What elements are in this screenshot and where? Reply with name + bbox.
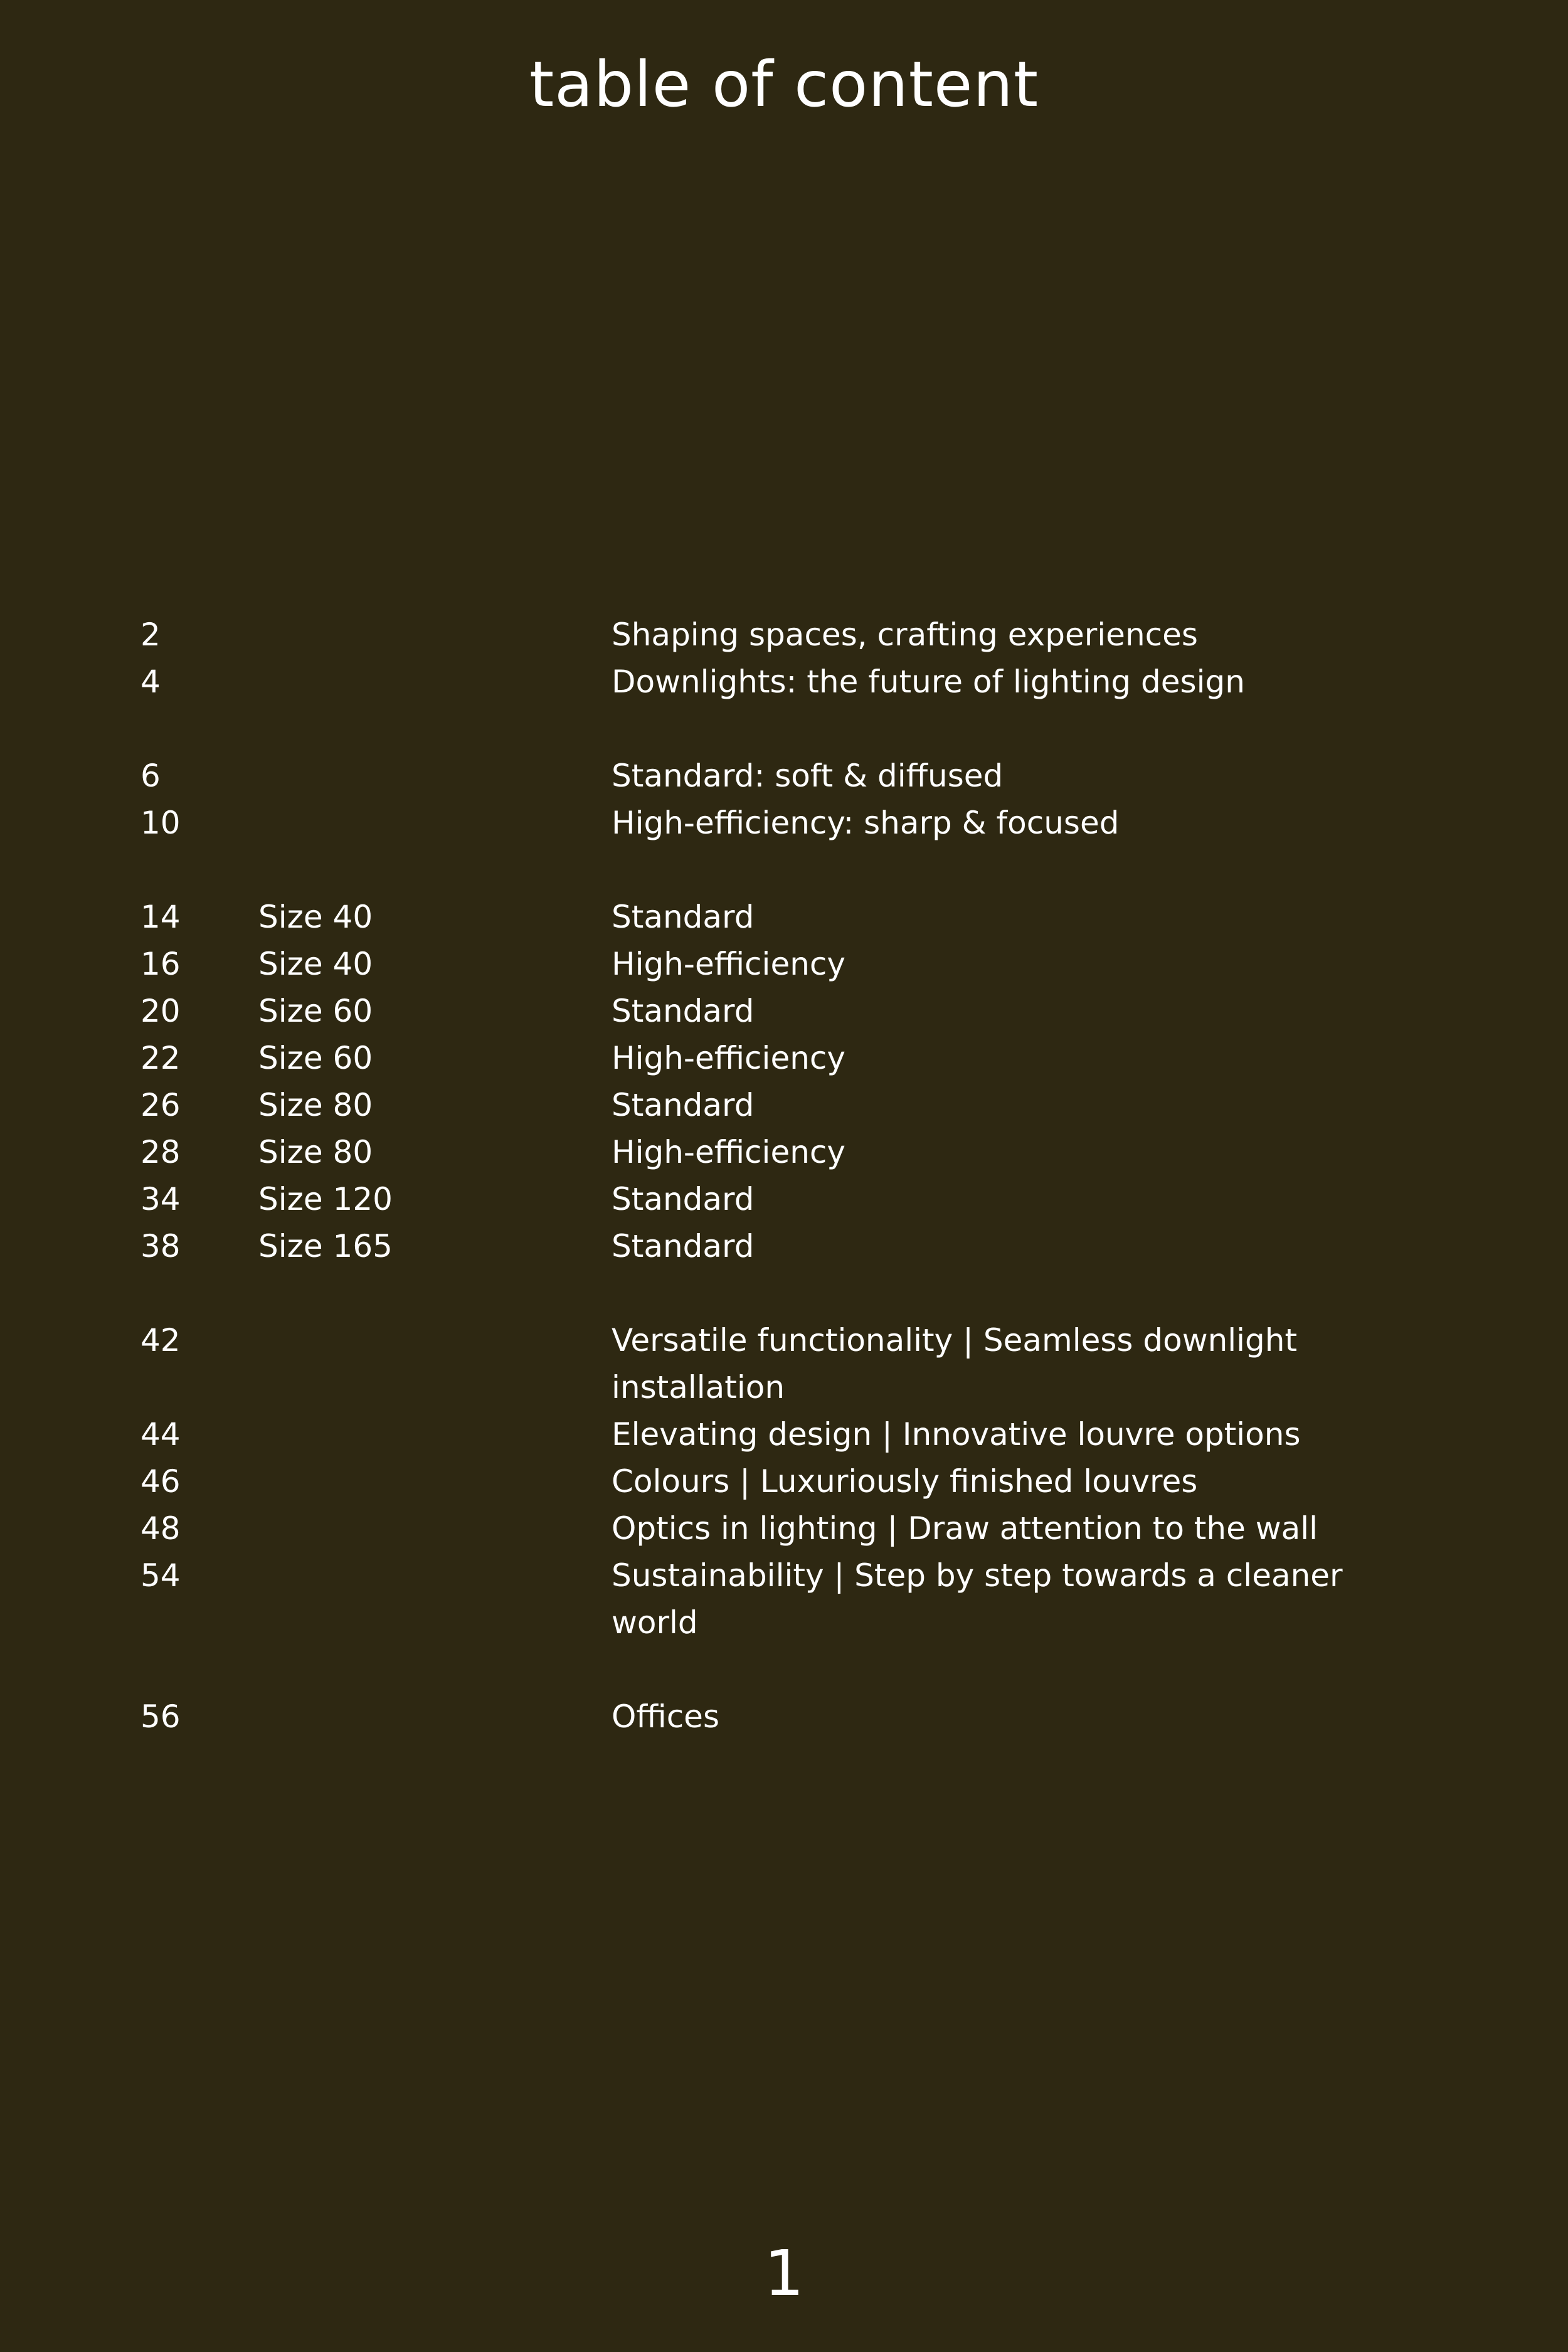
toc-entry[interactable] xyxy=(140,1129,1458,1176)
toc-page-number: 34 xyxy=(140,1181,181,1217)
toc-entry-title: High-efficiency xyxy=(612,946,845,982)
toc-size-label: Size 120 xyxy=(258,1181,393,1217)
toc-page-number: 38 xyxy=(140,1228,181,1264)
table-of-contents xyxy=(140,612,1458,1740)
toc-page-number: 6 xyxy=(140,758,161,794)
toc-entry[interactable] xyxy=(140,612,1458,659)
toc-entry-title: High-efficiency: sharp & focused xyxy=(612,805,1120,841)
toc-entry-title: Shaping spaces, crafting experiences xyxy=(612,617,1198,653)
toc-entry[interactable] xyxy=(140,1035,1458,1082)
toc-page-number: 10 xyxy=(140,805,181,841)
toc-page-number: 56 xyxy=(140,1698,181,1735)
toc-entry-title: Standard xyxy=(612,1181,755,1217)
toc-entry-title: Versatile functionality | Seamless downlight installation xyxy=(612,1322,1298,1406)
toc-entry-title: Standard: soft & diffused xyxy=(612,758,1004,794)
toc-size-label: Size 80 xyxy=(258,1087,373,1123)
toc-entry[interactable] xyxy=(140,1317,1458,1411)
toc-entry[interactable] xyxy=(140,1223,1458,1270)
toc-entry[interactable] xyxy=(140,1082,1458,1129)
toc-size-label: Size 80 xyxy=(258,1134,373,1170)
toc-entry-title: Sustainability | Step by step towards a cleaner world xyxy=(612,1557,1343,1641)
toc-page-number: 26 xyxy=(140,1087,181,1123)
toc-entry-title: Colours | Luxuriously finished louvres xyxy=(612,1463,1198,1500)
toc-entry-title: Standard xyxy=(612,993,755,1029)
toc-entry[interactable] xyxy=(140,1505,1458,1552)
toc-entry-title: Elevating design | Innovative louvre options xyxy=(612,1416,1301,1453)
toc-size-label: Size 40 xyxy=(258,899,373,935)
toc-page-number: 42 xyxy=(140,1322,181,1359)
toc-entry[interactable] xyxy=(140,988,1458,1035)
toc-entry-title: Optics in lighting | Draw attention to the wall xyxy=(612,1510,1318,1547)
toc-page-number: 22 xyxy=(140,1040,181,1076)
toc-page-number: 48 xyxy=(140,1510,181,1547)
toc-entry[interactable] xyxy=(140,1411,1458,1458)
toc-entry-title: Offices xyxy=(612,1698,719,1735)
toc-size-label: Size 60 xyxy=(258,1040,373,1076)
toc-entry[interactable] xyxy=(140,894,1458,941)
toc-entry-title: Standard xyxy=(612,1087,755,1123)
toc-size-label: Size 60 xyxy=(258,993,373,1029)
toc-page-number: 14 xyxy=(140,899,181,935)
toc-size-label: Size 165 xyxy=(258,1228,393,1264)
toc-entry[interactable] xyxy=(140,941,1458,988)
page-title: table of content xyxy=(529,48,1039,121)
toc-page-number: 2 xyxy=(140,617,161,653)
toc-entry-title: High-efficiency xyxy=(612,1040,845,1076)
toc-page-number: 16 xyxy=(140,946,181,982)
toc-size-label: Size 40 xyxy=(258,946,373,982)
page-number: 1 xyxy=(764,2237,804,2310)
toc-page-number: 46 xyxy=(140,1463,181,1500)
toc-page-number: 54 xyxy=(140,1557,181,1594)
toc-page-number: 28 xyxy=(140,1134,181,1170)
toc-entry-title: High-efficiency xyxy=(612,1134,845,1170)
toc-entry[interactable] xyxy=(140,1458,1458,1505)
toc-entry[interactable] xyxy=(140,800,1458,847)
toc-entry[interactable] xyxy=(140,753,1458,800)
toc-entry[interactable] xyxy=(140,1552,1458,1646)
toc-entry-title: Standard xyxy=(612,899,755,935)
toc-entry[interactable] xyxy=(140,1693,1458,1740)
toc-entry-title: Downlights: the future of lighting design xyxy=(612,664,1245,700)
toc-entry[interactable] xyxy=(140,1176,1458,1223)
toc-page-number: 44 xyxy=(140,1416,181,1453)
toc-page-number: 4 xyxy=(140,664,161,700)
toc-page-number: 20 xyxy=(140,993,181,1029)
toc-entry-title: Standard xyxy=(612,1228,755,1264)
toc-entry[interactable] xyxy=(140,659,1458,706)
